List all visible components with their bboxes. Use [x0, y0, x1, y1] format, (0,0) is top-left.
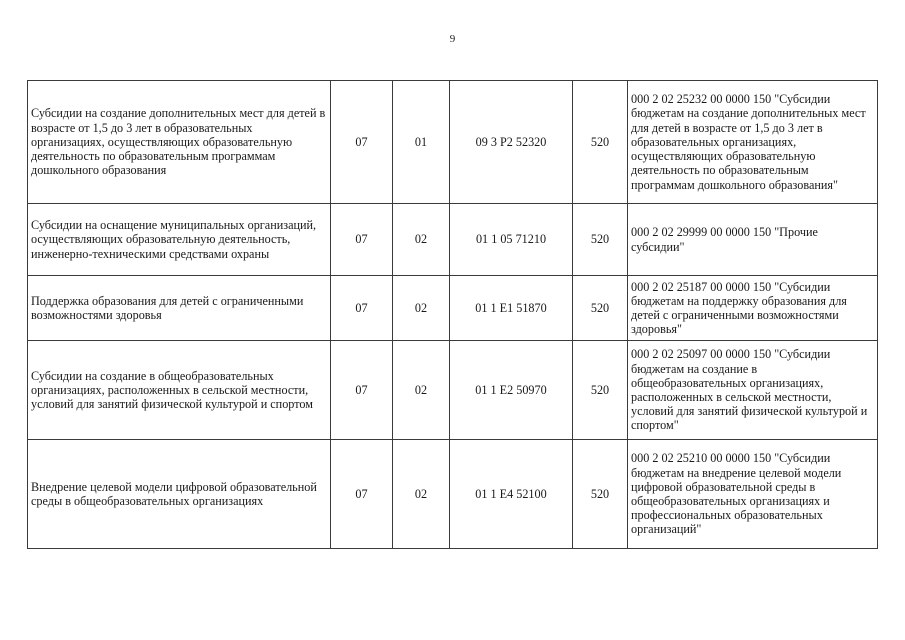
- table-row: [28, 204, 878, 276]
- income-code-cell: 000 2 02 25187 00 0000 150 "Субсидии бюджетам на поддержку образования для детей с ограниченными возможностями здоровья": [628, 276, 878, 341]
- subsidy-name-cell: Поддержка образования для детей с ограниченными возможностями здоровья: [28, 276, 331, 341]
- income-code-cell: 000 2 02 25210 00 0000 150 "Субсидии бюджетам на внедрение целевой модели цифровой образовательной среды в общеобразовательных организациях и профессиональных образовательных организаций": [628, 440, 878, 549]
- section-code-cell: 07: [331, 276, 393, 341]
- table-row: [28, 341, 878, 440]
- target-article-cell: 01 1 E1 51870: [450, 276, 573, 341]
- subsidy-name-cell: Субсидии на создание дополнительных мест для детей в возрасте от 1,5 до 3 лет в образовательных организациях, осуществляющих образовательную деятельность по образовательным программам дошкольного образования: [28, 81, 331, 204]
- expense-type-cell: 520: [573, 204, 628, 276]
- expense-type-cell: 520: [573, 341, 628, 440]
- subsidy-name-cell: Внедрение целевой модели цифровой образовательной среды в общеобразовательных организациях: [28, 440, 331, 549]
- table-row: [28, 276, 878, 341]
- subsidy-name-cell: Субсидии на создание в общеобразовательных организациях, расположенных в сельской местности, условий для занятий физической культурой и спортом: [28, 341, 331, 440]
- expense-type-cell: 520: [573, 276, 628, 341]
- section-code-cell: 07: [331, 204, 393, 276]
- income-code-cell: 000 2 02 29999 00 0000 150 "Прочие субсидии": [628, 204, 878, 276]
- subsidy-table: [27, 80, 878, 549]
- page-number: 9: [449, 33, 456, 45]
- table-row: [28, 440, 878, 549]
- target-article-cell: 01 1 E4 52100: [450, 440, 573, 549]
- section-code-cell: 07: [331, 440, 393, 549]
- subsection-code-cell: 02: [393, 276, 450, 341]
- table-row: [28, 81, 878, 204]
- subsidy-name-cell: Субсидии на оснащение муниципальных организаций, осуществляющих образовательную деятельность, инженерно-техническими средствами охраны: [28, 204, 331, 276]
- subsection-code-cell: 02: [393, 440, 450, 549]
- expense-type-cell: 520: [573, 440, 628, 549]
- subsection-code-cell: 02: [393, 204, 450, 276]
- income-code-cell: 000 2 02 25232 00 0000 150 "Субсидии бюджетам на создание дополнительных мест для детей в возрасте от 1,5 до 3 лет в образовательных организациях, осуществляющих образовательную деятельность по образовательным программам дошкольного образования": [628, 81, 878, 204]
- section-code-cell: 07: [331, 81, 393, 204]
- subsection-code-cell: 02: [393, 341, 450, 440]
- target-article-cell: 09 3 P2 52320: [450, 81, 573, 204]
- section-code-cell: 07: [331, 341, 393, 440]
- target-article-cell: 01 1 05 71210: [450, 204, 573, 276]
- target-article-cell: 01 1 E2 50970: [450, 341, 573, 440]
- income-code-cell: 000 2 02 25097 00 0000 150 "Субсидии бюджетам на создание в общеобразовательных организациях, расположенных в сельской местности, условий для занятий физической культурой и спортом": [628, 341, 878, 440]
- subsection-code-cell: 01: [393, 81, 450, 204]
- expense-type-cell: 520: [573, 81, 628, 204]
